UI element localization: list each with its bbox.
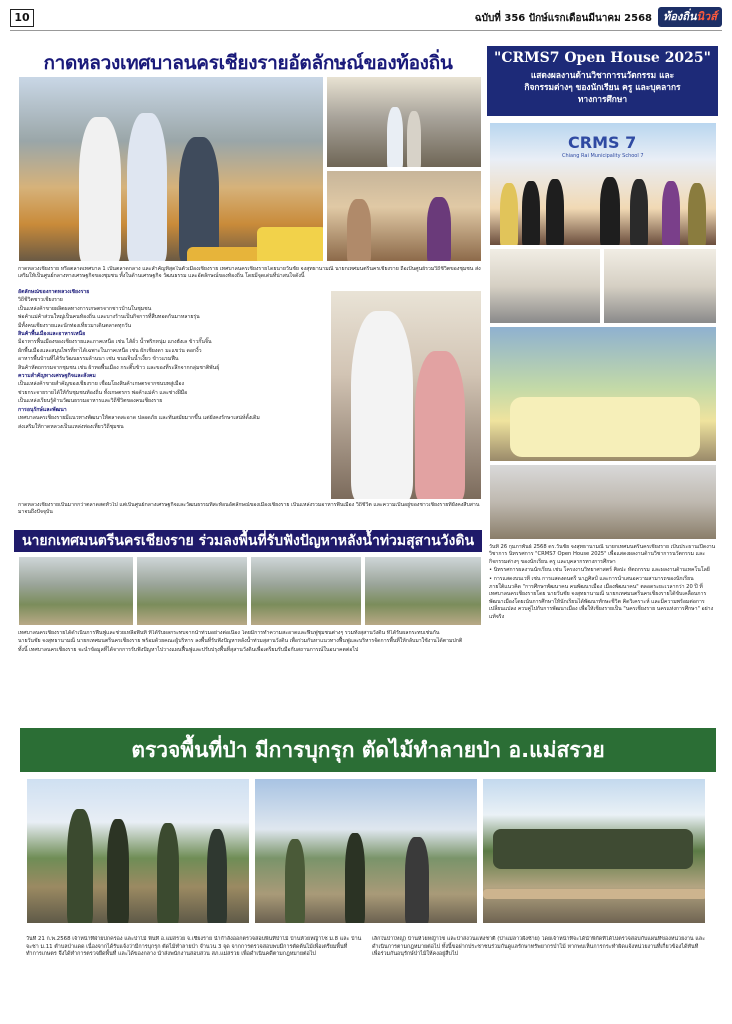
list-item: ผักพื้นเมืองและสมุนไพรที่หาได้เฉพาะในภาคเหนือ เช่น ผักเชียงดา มะแขว่น ดอกงิ้ว — [18, 347, 202, 354]
story4-col2 — [372, 936, 706, 1008]
list-item: เป็นแหล่งเรียนรู้ด้านวัฒนธรรมอาหารและวิถีชีวิตของคนเชียงราย — [18, 398, 163, 405]
list-item: ช่วยกระจายรายได้ให้กับชุมชนท้องถิ่น ทั้งเกษตรกร พ่อค้าแม่ค้า และช่างฝีมือ — [18, 389, 188, 396]
section-title: สินค้าพื้นเมืองและอาหารเหนือ — [18, 331, 86, 338]
paragraph: ทั้งนี้ เทศบาลนครเชียงราย จะนำข้อมูลที่ได้จากการรับฟังปัญหาไปวางแผนฟื้นฟูและปรับปรุงพื้นที่สุสานวังดินเพื่อเตรียมรับมือกับสถานการณ์ในอนาคตต่อไป — [18, 646, 359, 653]
exhibition-photo-2 — [603, 248, 717, 324]
list-item: เทศบาลนครเชียงรายมีแนวทางพัฒนาให้ตลาดสะอาด ปลอดภัย และทันสมัยมากขึ้น แต่ยังคงรักษาเสน่ห์ดั้งเดิม — [18, 415, 260, 422]
section-title: ความสำคัญทางเศรษฐกิจและสังคม — [18, 373, 96, 380]
story1-intro-text: กาดหลวงเชียงราย หรือตลาดเทศบาล 1 เป็นตลาดกลาง และสำคัญที่สุดในตัวเมืองเชียงราย เทศบาลนครเชียงรายโดยนายวันชัย จงสุทธานามณี นายกเทศมนตรีนครเชียงราย ถือเป็นศูนย์รวมวิถีชีวิตของชุมชน ส่งเสริมให้เป็นศูนย์กลางทางเศรษฐกิจของชุมชน ทั้งในด้านเศรษฐกิจ วัฒนธรรม และอัตลักษณ์ของท้องถิ่น โดยมีจุดเด่นที่น่าสนใจดังนี้ — [18, 266, 481, 280]
story1-headline: กาดหลวงเทศบาลนครเชียงรายอัตลักษณ์ของท้องถิ่น — [43, 52, 453, 74]
list-item: สินค้าหัตถกรรมจากชุมชน เช่น ผ้าทอพื้นเมือง กระติ๊บข้าว และของที่ระลึกจากกลุ่มชาติพันธุ์ — [18, 364, 220, 371]
logo-accent: นิวส์ — [696, 10, 717, 23]
story1-intro — [18, 266, 482, 288]
list-item: วิถีชีวิตชาวเชียงราย — [18, 297, 63, 304]
visitors-hall-photo — [489, 464, 717, 540]
newspaper-logo — [658, 7, 722, 27]
banner-text: CRMS 7 — [568, 133, 637, 152]
list-item: อาหารพื้นบ้านที่ได้รับวัฒนธรรมล้านนา เช่น ขนมจีนน้ำเงี้ยว ข้าวแรมฟืน — [18, 356, 179, 363]
section-title: อัตลักษณ์ของกาดหลวงเชียงราย — [18, 289, 90, 295]
page-header — [10, 6, 722, 31]
market-photo-stall — [326, 170, 482, 262]
story2-body — [18, 630, 482, 720]
story3-subhead: ทางการศึกษา — [577, 94, 628, 104]
banner-subtext: Chiang Rai Municipality School 7 — [562, 153, 644, 159]
cemetery-photo-2 — [136, 556, 248, 626]
logo-main: ท้องถิ่น — [663, 10, 697, 23]
paragraph: • นิทรรศการผลงานนักเรียน เช่น โครงงานวิทยาศาสตร์ ศิลปะ หัตถกรรม และผลงานด้านเทคโนโลยี — [489, 567, 710, 574]
forest-inspection-photo-2 — [254, 778, 478, 924]
student-performance-photo — [489, 326, 717, 462]
school-ceremony-photo — [489, 122, 717, 246]
story1-sections — [18, 289, 326, 499]
list-item: มีอาหารพื้นเมืองของเชียงรายและภาคเหนือ เช่น ไส้อั่ว น้ำพริกหนุ่ม แกงฮังเล ข้าวกั๊นจิ๊น — [18, 339, 212, 346]
paragraph: • การแสดงบนเวที เช่น การแสดงดนตรี นาฏศิลป์ และการนำเสนอความสามารถของนักเรียน — [489, 575, 694, 582]
list-item: เป็นแหล่งค้าขายสำคัญของเชียงราย เชื่อมโยงสินค้าเกษตรจากชนบทสู่เมือง — [18, 381, 185, 388]
paragraph: ภายใต้แนวคิด "การศึกษาพัฒนาคน คนพัฒนาเมือง เมืองพัฒนาคน" ตลอดระยะเวลากว่า 20 ปี ที่เทศบาลนครเชียงรายโดย นายวันชัย จงสุทธานามณี นายกเทศมนตรีนครเชียงรายได้ขับเคลื่อนการพัฒนาเมืองโดยเน้นการศึกษาให้นักเรียนได้พัฒนาทักษะชีวิต คิดวิเคราะห์ และมีความพร้อมต่อการเปลี่ยนแปลง ควบคู่ไปกับการพัฒนาเมือง เพื่อให้เชียงรายเป็น "นครเชียงราย นครแห่งการศึกษา" อย่างแท้จริง — [489, 584, 714, 620]
cemetery-photo-3 — [250, 556, 362, 626]
story2-headline: นายกเทศมนตรีนครเชียงราย ร่วมลงพื้นที่รับฟังปัญหาหลังน้ำท่วมสุสานวังดิน — [14, 530, 482, 552]
paragraph: นายวันชัย จงสุทธานามณี นายกเทศมนตรีนครเชียงราย พร้อมด้วยคณะผู้บริหาร ลงพื้นที่รับฟังปัญหาหลังน้ำท่วมสุสานวังดิน เพื่อร่วมกันหาแนวทางฟื้นฟูและบริหารจัดการพื้นที่ให้กลับมาใช้งานได้ตามปกติ — [18, 638, 463, 645]
paragraph: วันที่ 26 กุมภาพันธ์ 2568 ดร.วันชัย จงสุทธานามณี นายกเทศมนตรีนครเชียงราย เป็นประธานเปิดงานวิชาการ นิทรรศการ "CRMS7 Open House 2025" เพื่อแสดงผลงานด้านวิชาการนวัตกรรม และกิจกรรมต่างๆ ของนักเรียน ครู และบุคลากรทางการศึกษา — [489, 544, 716, 565]
story3-body — [489, 544, 717, 724]
paragraph: เทศบาลนครเชียงรายได้ดำเนินการฟื้นฟูและช่วยเหลือพื้นที่ ที่ได้รับผลกระทบจากน้ำท่วมอย่างต่อเนื่อง โดยมีการทำความสะอาดและฟื้นฟูชุมชนต่างๆ รวมทั้งสุสานวังดิน ที่ได้รับผลกระทบเช่นกัน — [18, 630, 440, 636]
list-item: มีทั้งคนเชียงรายและนักท่องเที่ยวมาเดินตลาดทุกวัน — [18, 322, 132, 329]
story4-headline: ตรวจพื้นที่ป่า มีการบุกรุก ตัดไม้ทำลายป่า อ.แม่สรวย — [20, 728, 716, 772]
issue-info: ฉบับที่ 356 ปักษ์แรกเดือนมีนาคม 2568 — [474, 13, 652, 24]
list-item: เป็นแหล่งค้าขายผลิตผลทางการเกษตรจากชาวบ้านในชุมชน — [18, 305, 152, 312]
list-item: ส่งเสริมให้กาดหลวงเป็นแหล่งท่องเที่ยววิถีชุมชน — [18, 423, 124, 430]
story1-closing-text: กาดหลวงเชียงรายเป็นมากกว่าตลาดสดทั่วไป แต่เป็นศูนย์กลางเศรษฐกิจและวัฒนธรรมที่สะท้อนอัตลักษณ์ของเมืองเชียงราย เป็นแหล่งรวมอาหารพื้นเมือง วิถีชีวิต และความเป็นอยู่ของชาวเชียงรายที่ยังคงสืบสานมาจนถึงปัจจุบัน — [18, 502, 480, 516]
story3-subhead: กิจกรรมต่างๆ ของนักเรียน ครู และบุคลากร — [524, 82, 681, 92]
story1-closing — [18, 502, 482, 526]
mayor-portrait-photo — [330, 290, 482, 500]
paragraph: วันที่ 21 ก.พ.2568 เจ้าหน้าที่ฝ่ายปกครอง และป่าไม้ พื้นที่ อ.แม่สรวย จ.เชียงราย นำกำลังออกตรวจสอบพื้นที่ป่าไม้ บ้านห้วยหญ้าไซ ม.8 และ บ้านจะชา ม.11 ตำบลป่าแดด เนื่องจากได้รับแจ้งว่ามีการบุกรุก ตัดไม้ทำลายป่า จำนวน 3 จุด จากการตรวจสอบพบมีการตัดต้นไม้เพื่อเตรียมพื้นที่ทำการเกษตร จึงได้ทำการตรวจยึดพื้นที่ และได้ของกลาง นำส่งพนักงานสอบสวน สภ.แม่สรวย เพื่อดำเนินคดีตามกฎหมายต่อไป — [26, 936, 362, 958]
cemetery-photo-1 — [18, 556, 134, 626]
story3-subhead: แสดงผลงานด้านวิชาการนวัตกรรม และ — [530, 70, 675, 80]
section-title: การอนุรักษ์และพัฒนา — [18, 406, 67, 413]
exhibition-photo-1 — [489, 248, 601, 324]
page-number: 10 — [10, 9, 34, 27]
cemetery-photo-4 — [364, 556, 482, 626]
paragraph: เล็กในป่าใหญ่) บ้านห้วยหญ้าไซ และป่าสงวนแห่งชาติ (ป่าแม่ลาวฝั่งซ้าย) โดยเจ้าหน้าที่จะได้นำพิกัดที่ได้ไปตรวจสอบกับแผนที่ของหน่วยงาน และดำเนินการตามกฎหมายต่อไป ทั้งนี้ขอฝากประชาชนร่วมกันดูแลรักษาทรัพยากรป่าไม้ หากพบเห็นการกระทำผิดแจ้งหน่วยงานที่เกี่ยวข้องได้ทันที เพื่อร่วมกันอนุรักษ์ป่าไม้ให้คงอยู่สืบไป — [372, 936, 705, 958]
story3-headline: "CRMS7 Open House 2025" — [494, 50, 711, 66]
forest-inspection-photo-3 — [482, 778, 706, 924]
forest-inspection-photo-1 — [26, 778, 250, 924]
market-photo-aisle — [326, 76, 482, 168]
market-photo-main — [18, 76, 324, 262]
list-item: พ่อค้าแม่ค้าส่วนใหญ่เป็นคนท้องถิ่น และบางร้านเป็นกิจการที่สืบทอดกันมาหลายรุ่น — [18, 314, 200, 321]
story3-headline-box — [487, 46, 718, 116]
story4-col1 — [26, 936, 362, 1008]
